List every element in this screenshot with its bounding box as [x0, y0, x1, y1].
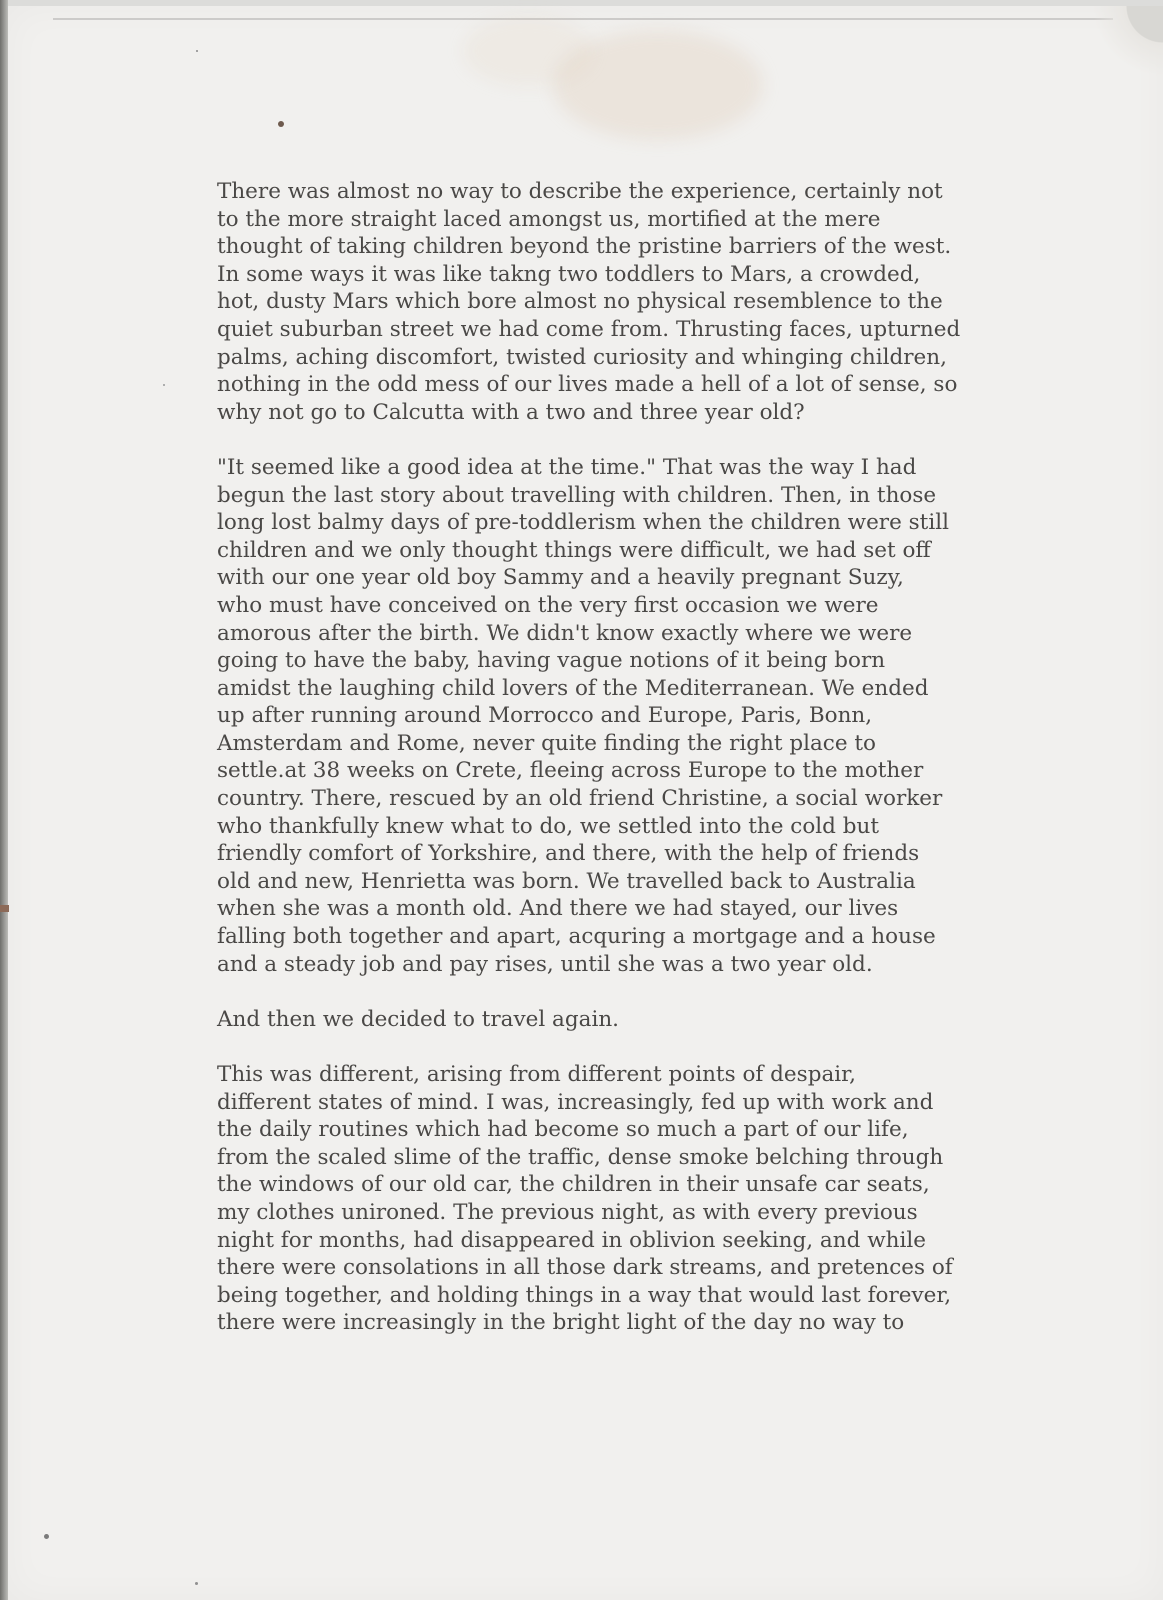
ink-dot	[196, 50, 198, 52]
scan-edge	[0, 0, 8, 1600]
paragraph	[217, 178, 1017, 426]
document-body	[217, 178, 1017, 1365]
text-line: the windows of our old car, the children in their unsafe car seats,	[217, 1172, 930, 1198]
text-line: being together, and holding things in a way that would last forever,	[217, 1282, 952, 1308]
text-line: when she was a month old. And there we had stayed, our lives	[217, 896, 899, 922]
text-line: country. There, rescued by an old friend Christine, a social worker	[217, 786, 943, 812]
ink-dot	[278, 121, 284, 127]
text-line: with our one year old boy Sammy and a heavily pregnant Suzy,	[217, 565, 904, 591]
text-line: friendly comfort of Yorkshire, and there, with the help of friends	[217, 841, 920, 867]
text-line: old and new, Henrietta was born. We travelled back to Australia	[217, 868, 916, 894]
text-line: falling both together and apart, acquring a mortgage and a house	[217, 924, 936, 950]
text-line: thought of taking children beyond the pristine barriers of the west.	[217, 234, 952, 260]
text-line: There was almost no way to describe the experience, certainly not	[217, 179, 943, 204]
ink-dot	[195, 1582, 198, 1585]
ink-dot	[44, 1534, 49, 1539]
text-line: nothing in the odd mess of our lives made a hell of a lot of sense, so	[217, 372, 958, 398]
text-line: from the scaled slime of the traffic, dense smoke belching through	[217, 1144, 944, 1170]
text-line: "It seemed like a good idea at the time." That was the way I had	[217, 454, 917, 480]
text-line: who must have conceived on the very first occasion we were	[217, 592, 879, 618]
text-line: up after running around Morrocco and Europe, Paris, Bonn,	[217, 703, 873, 729]
text-line: amidst the laughing child lovers of the Mediterranean. We ended	[217, 675, 929, 701]
text-line: night for months, had disappeared in oblivion seeking, and while	[217, 1227, 926, 1253]
text-line: children and we only thought things were difficult, we had set off	[217, 537, 931, 563]
text-line: the daily routines which had become so much a part of our life,	[217, 1117, 909, 1143]
text-line: settle.at 38 weeks on Crete, fleeing across Europe to the mother	[217, 758, 924, 784]
text-line: begun the last story about travelling with children. Then, in those	[217, 482, 937, 508]
text-line: to the more straight laced amongst us, mortified at the mere	[217, 206, 881, 232]
corner-curl	[1093, 6, 1163, 86]
text-line: different states of mind. I was, increasingly, fed up with work and	[217, 1089, 934, 1115]
text-line: In some ways it was like takng two toddlers to Mars, a crowded,	[217, 261, 921, 287]
text-line: quiet suburban street we had come from. Thrusting faces, upturned	[217, 316, 961, 342]
text-line: amorous after the birth. We didn't know exactly where we were	[217, 620, 913, 646]
text-line: and a steady job and pay rises, until she was a two year old.	[217, 951, 873, 977]
text-line: hot, dusty Mars which bore almost no physical resemblence to the	[217, 289, 943, 315]
paragraph	[217, 1061, 1017, 1337]
text-line: Amsterdam and Rome, never quite finding the right place to	[217, 730, 876, 756]
paper-fold-line	[53, 18, 1113, 20]
text-line: long lost balmy days of pre-toddlerism when the children were still	[217, 510, 949, 536]
text-line: who thankfully knew what to do, we settled into the cold but	[217, 813, 880, 839]
text-line: there were increasingly in the bright light of the day no way to	[217, 1310, 905, 1336]
text-line: my clothes unironed. The previous night, as with every previous	[217, 1199, 918, 1225]
ink-dot	[163, 384, 165, 386]
paragraph	[217, 1006, 1017, 1034]
text-line: there were consolations in all those dark streams, and pretences of	[217, 1255, 953, 1281]
paper-stain	[463, 16, 593, 86]
text-line: And then we decided to travel again.	[217, 1006, 620, 1032]
text-line: palms, aching discomfort, twisted curiosity and whinging children,	[217, 344, 947, 370]
text-line: This was different, arising from different points of despair,	[217, 1062, 856, 1087]
scan-edge-mark	[0, 905, 9, 912]
text-line: going to have the baby, having vague notions of it being born	[217, 648, 886, 674]
paragraph	[217, 454, 1017, 978]
text-line: why not go to Calcutta with a two and three year old?	[217, 399, 805, 425]
